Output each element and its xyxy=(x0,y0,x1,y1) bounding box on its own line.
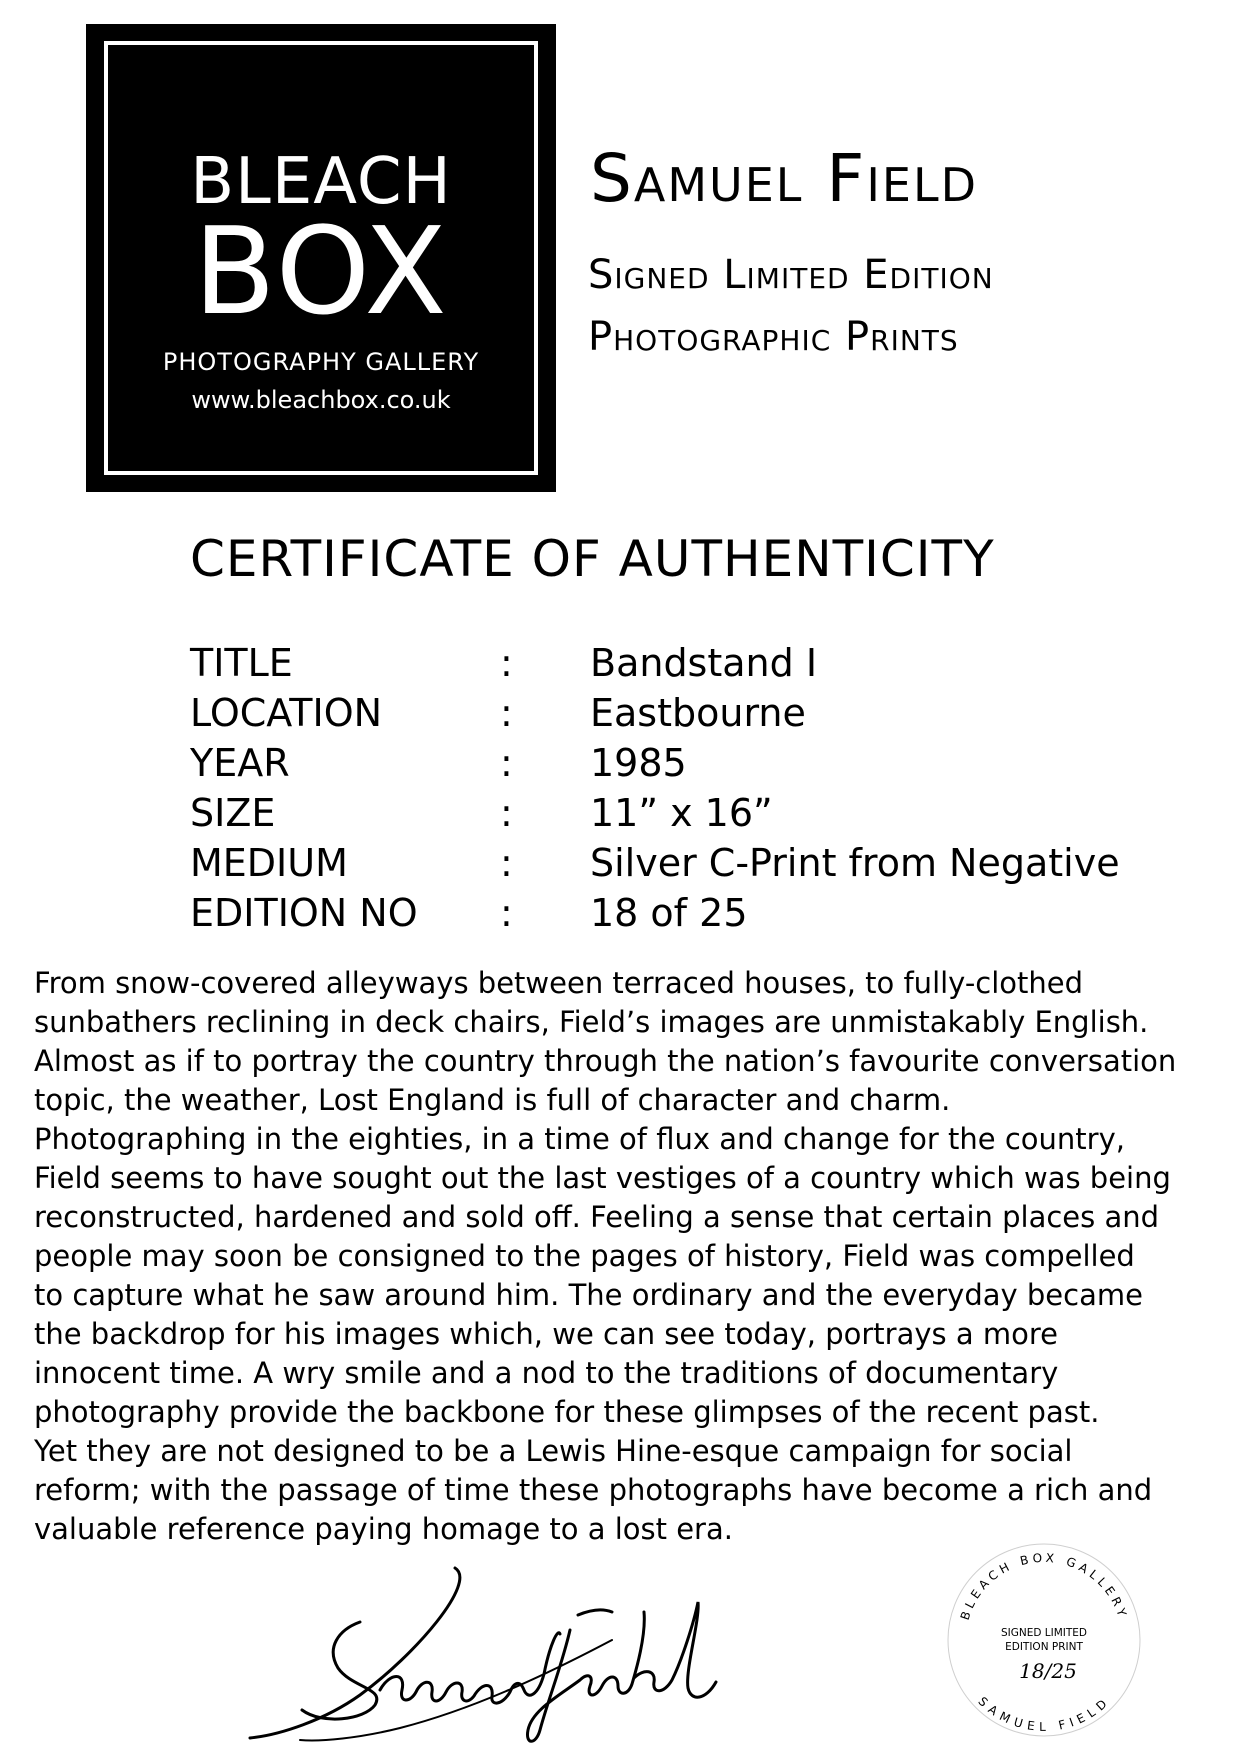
logo-word-bleach: BLEACH xyxy=(190,145,452,219)
certificate-title: CERTIFICATE OF AUTHENTICITY xyxy=(190,530,995,588)
description-line: reconstructed, hardened and sold off. Feeling a sense that certain places and xyxy=(34,1200,1160,1234)
description-line: people may soon be consigned to the pages of history, Field was compelled xyxy=(34,1239,1135,1273)
description-line: Almost as if to portray the country through the nation’s favourite conversation xyxy=(34,1044,1177,1078)
stamp-center-line-1: SIGNED LIMITED xyxy=(1000,1627,1088,1639)
logo-website: www.bleachbox.co.uk xyxy=(191,386,451,414)
detail-separator: : xyxy=(500,641,513,685)
artist-name: Samuel Field xyxy=(590,140,979,217)
stamp-ring-bottom: SAMUEL FIELD xyxy=(975,1694,1113,1734)
description-line: Photographing in the eighties, in a time of flux and change for the country, xyxy=(34,1122,1125,1156)
logo-inner-frame xyxy=(104,41,538,475)
svg-text:SAMUEL FIELD xyxy=(975,1694,1112,1734)
logo-word-box: BOX xyxy=(193,203,449,342)
description-line: topic, the weather, Lost England is full of character and charm. xyxy=(34,1083,951,1117)
detail-separator: : xyxy=(500,691,513,735)
detail-label: MEDIUM xyxy=(190,841,348,885)
stamp-edition-number: 18/25 xyxy=(1019,1659,1077,1683)
detail-value: 18 of 25 xyxy=(590,891,748,935)
description-line: innocent time. A wry smile and a nod to the traditions of documentary xyxy=(34,1356,1059,1390)
artist-signature xyxy=(240,1560,820,1750)
detail-label: EDITION NO xyxy=(190,891,418,935)
description-line: photography provide the backbone for these glimpses of the recent past. xyxy=(34,1395,1100,1429)
description-line: sunbathers reclining in deck chairs, Field’s images are unmistakably English. xyxy=(34,1005,1149,1039)
detail-label: YEAR xyxy=(190,741,290,785)
description-line: Yet they are not designed to be a Lewis Hine-esque campaign for social xyxy=(34,1434,1073,1468)
detail-label: SIZE xyxy=(190,791,276,835)
detail-value: 11” x 16” xyxy=(590,791,773,835)
detail-separator: : xyxy=(500,841,513,885)
detail-value: Eastbourne xyxy=(590,691,806,735)
detail-label: LOCATION xyxy=(190,691,383,735)
description-paragraph xyxy=(34,964,1224,1549)
gallery-stamp xyxy=(944,1540,1144,1740)
detail-separator: : xyxy=(500,891,513,935)
logo-tagline: PHOTOGRAPHY GALLERY xyxy=(162,348,480,376)
description-line: From snow-covered alleyways between terraced houses, to fully-clothed xyxy=(34,966,1084,1000)
detail-value: Bandstand I xyxy=(590,641,818,685)
detail-value: 1985 xyxy=(590,741,687,785)
svg-text:BLEACH BOX GALLERY xyxy=(958,1551,1131,1622)
subtitle-line-2: Photographic Prints xyxy=(588,314,959,360)
description-line: reform; with the passage of time these photographs have become a rich and xyxy=(34,1473,1153,1507)
description-line: to capture what he saw around him. The ordinary and the everyday became xyxy=(34,1278,1143,1312)
stamp-ring-top: BLEACH BOX GALLERY xyxy=(957,1550,1131,1622)
detail-label: TITLE xyxy=(190,641,293,685)
detail-separator: : xyxy=(500,741,513,785)
stamp-center-line-2: EDITION PRINT xyxy=(1005,1641,1083,1653)
description-line: valuable reference paying homage to a lost era. xyxy=(34,1512,733,1546)
subtitle-line-1: Signed Limited Edition xyxy=(588,252,994,298)
detail-separator: : xyxy=(500,791,513,835)
detail-value: Silver C-Print from Negative xyxy=(590,841,1120,885)
description-line: the backdrop for his images which, we can see today, portrays a more xyxy=(34,1317,1058,1351)
description-line: Field seems to have sought out the last vestiges of a country which was being xyxy=(34,1161,1171,1195)
gallery-logo xyxy=(86,24,556,492)
